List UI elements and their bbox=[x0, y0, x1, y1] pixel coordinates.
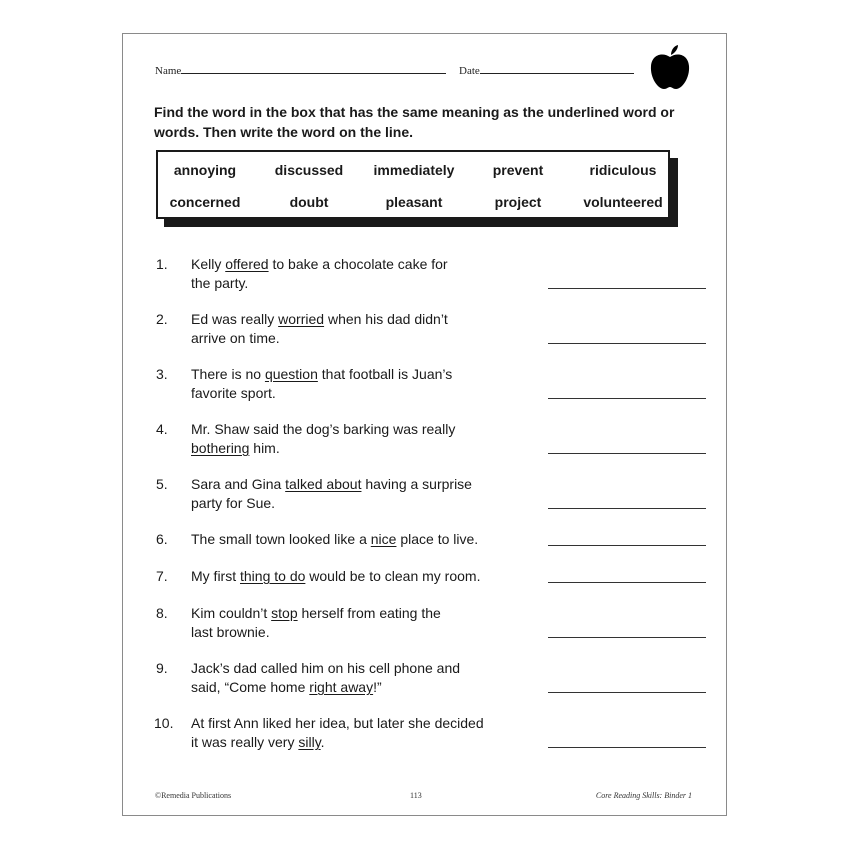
word-box-word: doubt bbox=[289, 194, 329, 210]
instructions: Find the word in the box that has the same meaning as the underlined word or words. Then write the word on the line. bbox=[154, 104, 675, 140]
answer-line[interactable] bbox=[548, 582, 706, 583]
question-number: 7. bbox=[156, 568, 168, 584]
answer-line[interactable] bbox=[548, 747, 706, 748]
question-number: 8. bbox=[156, 605, 168, 621]
question-number: 1. bbox=[156, 256, 168, 272]
word-box-word: ridiculous bbox=[589, 162, 657, 178]
underlined-word: offered bbox=[225, 256, 269, 272]
word-box-word: pleasant bbox=[385, 194, 443, 210]
name-label: Name bbox=[155, 65, 182, 77]
question-number: 3. bbox=[156, 366, 168, 382]
answer-line[interactable] bbox=[548, 637, 706, 638]
question-text: Ed was really worried when his dad didn’t arrive on time. bbox=[191, 311, 448, 346]
underlined-word: stop bbox=[271, 605, 298, 621]
question-text: Mr. Shaw said the dog’s barking was really bothering him. bbox=[191, 421, 456, 456]
question-text: Jack’s dad called him on his cell phone and said, “Come home right away!” bbox=[191, 660, 461, 695]
underlined-word: bothering bbox=[191, 440, 250, 456]
word-box-word: prevent bbox=[492, 162, 544, 178]
footer-page-number: 113 bbox=[410, 791, 422, 800]
question-text: The small town looked like a nice place to live. bbox=[191, 531, 479, 547]
question-number: 6. bbox=[156, 531, 168, 547]
word-box bbox=[156, 150, 670, 219]
question-number: 4. bbox=[156, 421, 168, 437]
word-box-word: concerned bbox=[169, 194, 241, 210]
answer-line[interactable] bbox=[548, 545, 706, 546]
word-box-word: volunteered bbox=[583, 194, 663, 210]
date-field[interactable] bbox=[459, 62, 634, 77]
answer-line[interactable] bbox=[548, 343, 706, 344]
word-box-word: annoying bbox=[173, 162, 237, 178]
underlined-word: right away bbox=[309, 679, 374, 695]
word-box-word: immediately bbox=[373, 162, 455, 178]
question-text: Kim couldn’t stop herself from eating the last brownie. bbox=[191, 605, 441, 640]
name-field[interactable] bbox=[155, 62, 446, 77]
underlined-word: thing to do bbox=[240, 568, 306, 584]
answer-line[interactable] bbox=[548, 508, 706, 509]
question-number: 10. bbox=[154, 715, 174, 731]
word-box-word: project bbox=[494, 194, 542, 210]
underlined-word: silly bbox=[298, 734, 321, 750]
date-line bbox=[480, 62, 634, 74]
underlined-word: question bbox=[264, 366, 318, 382]
footer-publisher: ©Remedia Publications bbox=[155, 791, 232, 800]
underlined-word: worried bbox=[278, 311, 325, 327]
date-label: Date bbox=[459, 65, 480, 77]
question-text: There is no question that football is Juan’s favorite sport. bbox=[191, 366, 453, 401]
name-line bbox=[181, 62, 446, 74]
underlined-word: talked about bbox=[285, 476, 362, 492]
answer-line[interactable] bbox=[548, 288, 706, 289]
question-text: My first thing to do would be to clean my room. bbox=[191, 568, 481, 584]
question-number: 2. bbox=[156, 311, 168, 327]
question-number: 9. bbox=[156, 660, 168, 676]
question-text: Kelly offered to bake a chocolate cake for the party. bbox=[191, 256, 448, 291]
question-number: 5. bbox=[156, 476, 168, 492]
question-text: Sara and Gina talked about having a surprise party for Sue. bbox=[191, 476, 472, 511]
footer-book-title: Core Reading Skills: Binder 1 bbox=[595, 791, 692, 800]
answer-line[interactable] bbox=[548, 398, 706, 399]
answer-line[interactable] bbox=[548, 453, 706, 454]
apple-icon bbox=[649, 44, 691, 90]
question-text: At first Ann liked her idea, but later she decided it was really very silly. bbox=[191, 715, 484, 750]
word-box-word: discussed bbox=[274, 162, 344, 178]
underlined-word: nice bbox=[370, 531, 397, 547]
answer-line[interactable] bbox=[548, 692, 706, 693]
worksheet-page bbox=[122, 33, 727, 816]
